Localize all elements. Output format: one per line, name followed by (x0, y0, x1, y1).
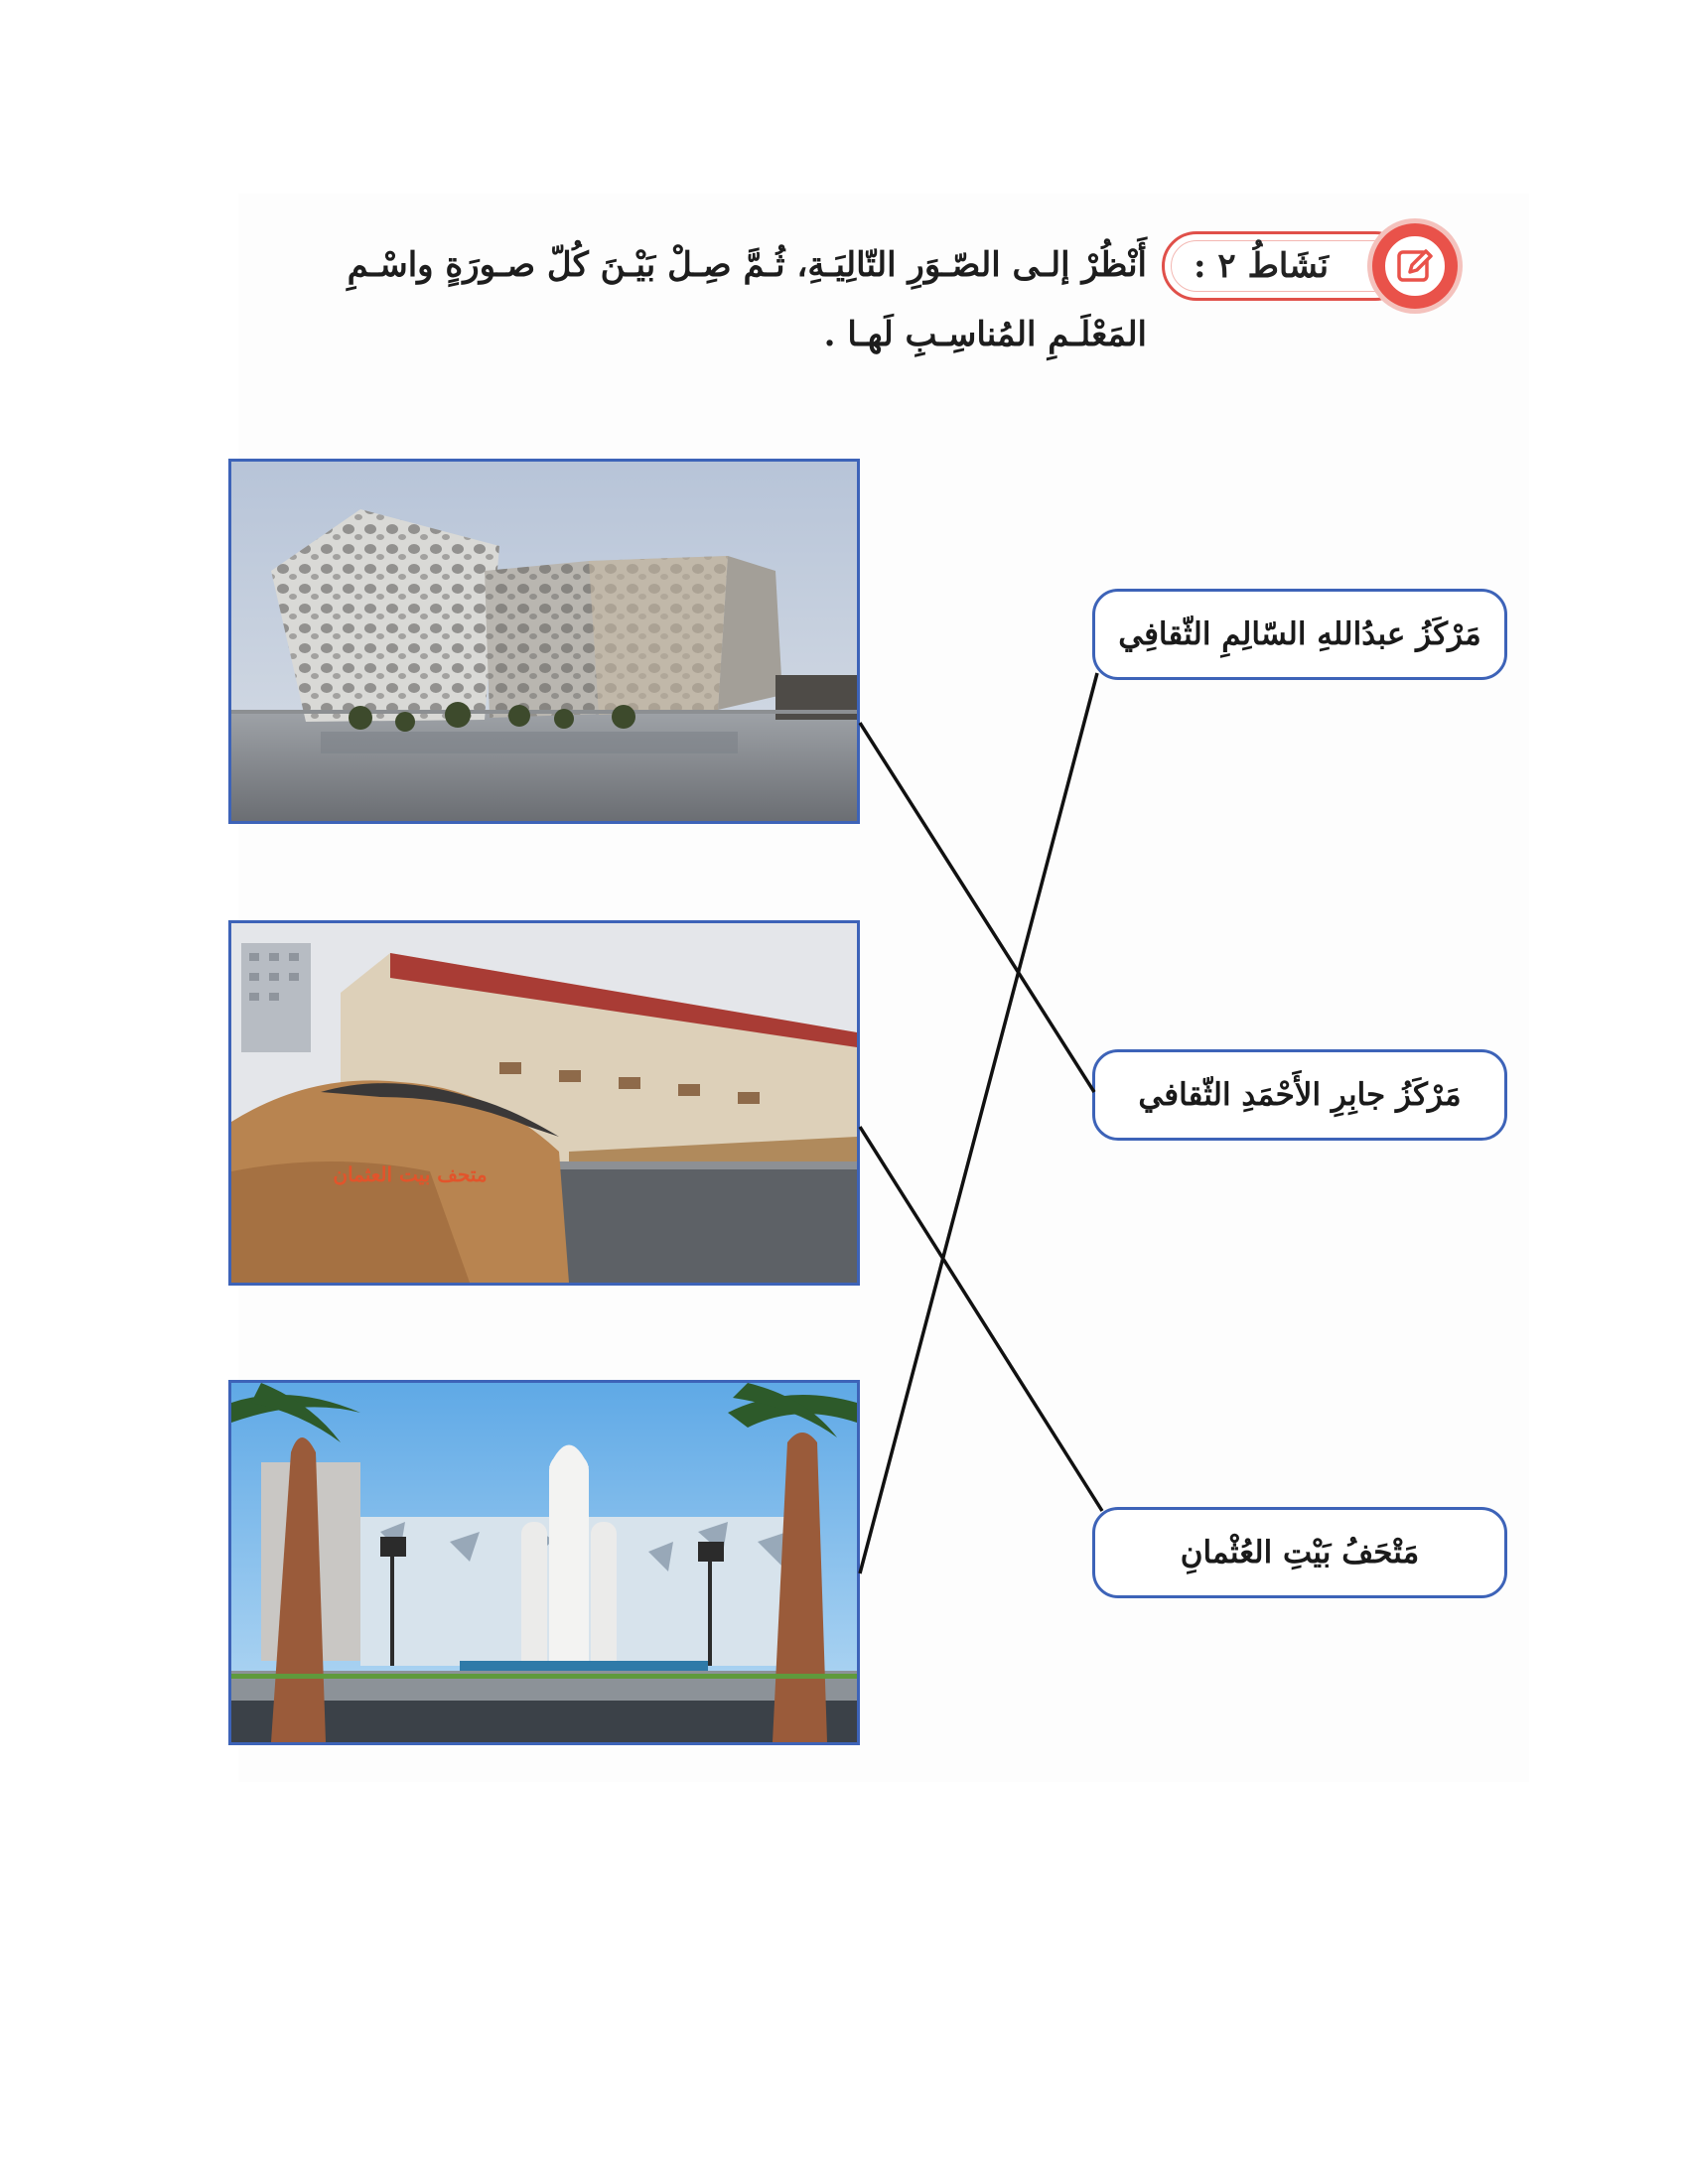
museum-sign-text: متحف بيت العثمان (333, 1162, 488, 1186)
pencil-edit-icon (1386, 237, 1444, 295)
name-box-jaber-alahmad-center[interactable]: مَرْكَزُ جابِرِ الأَحْمَدِ الثّقافي (1092, 1049, 1507, 1141)
activity-instruction: أَنْظُرْ إلـى الصّـوَرِ التّالِيَـةِ، ثُـمَّ صِـلْ بَيْـنَ كُلّ صـورَةٍ واسْـمِ المَعْلَـمِ المُناسِـبِ لَهـا . (347, 245, 1147, 354)
photo-cultural-center (228, 459, 860, 824)
name-box-bait-alothman-museum[interactable]: مَتْحَفُ بَيْتِ العُثْمانِ (1092, 1507, 1507, 1598)
name-box-abdullah-alsalem-center[interactable]: مَرْكَزُ عبدُاللهِ السّالِمِ الثّقافِي (1092, 589, 1507, 680)
activity-label: نَشَاطُ ٢ : (1193, 246, 1330, 286)
photo-museum (228, 920, 860, 1286)
activity-icon-circle (1372, 223, 1458, 309)
activity-badge (1162, 223, 1472, 309)
photo-science-center (228, 1380, 860, 1745)
